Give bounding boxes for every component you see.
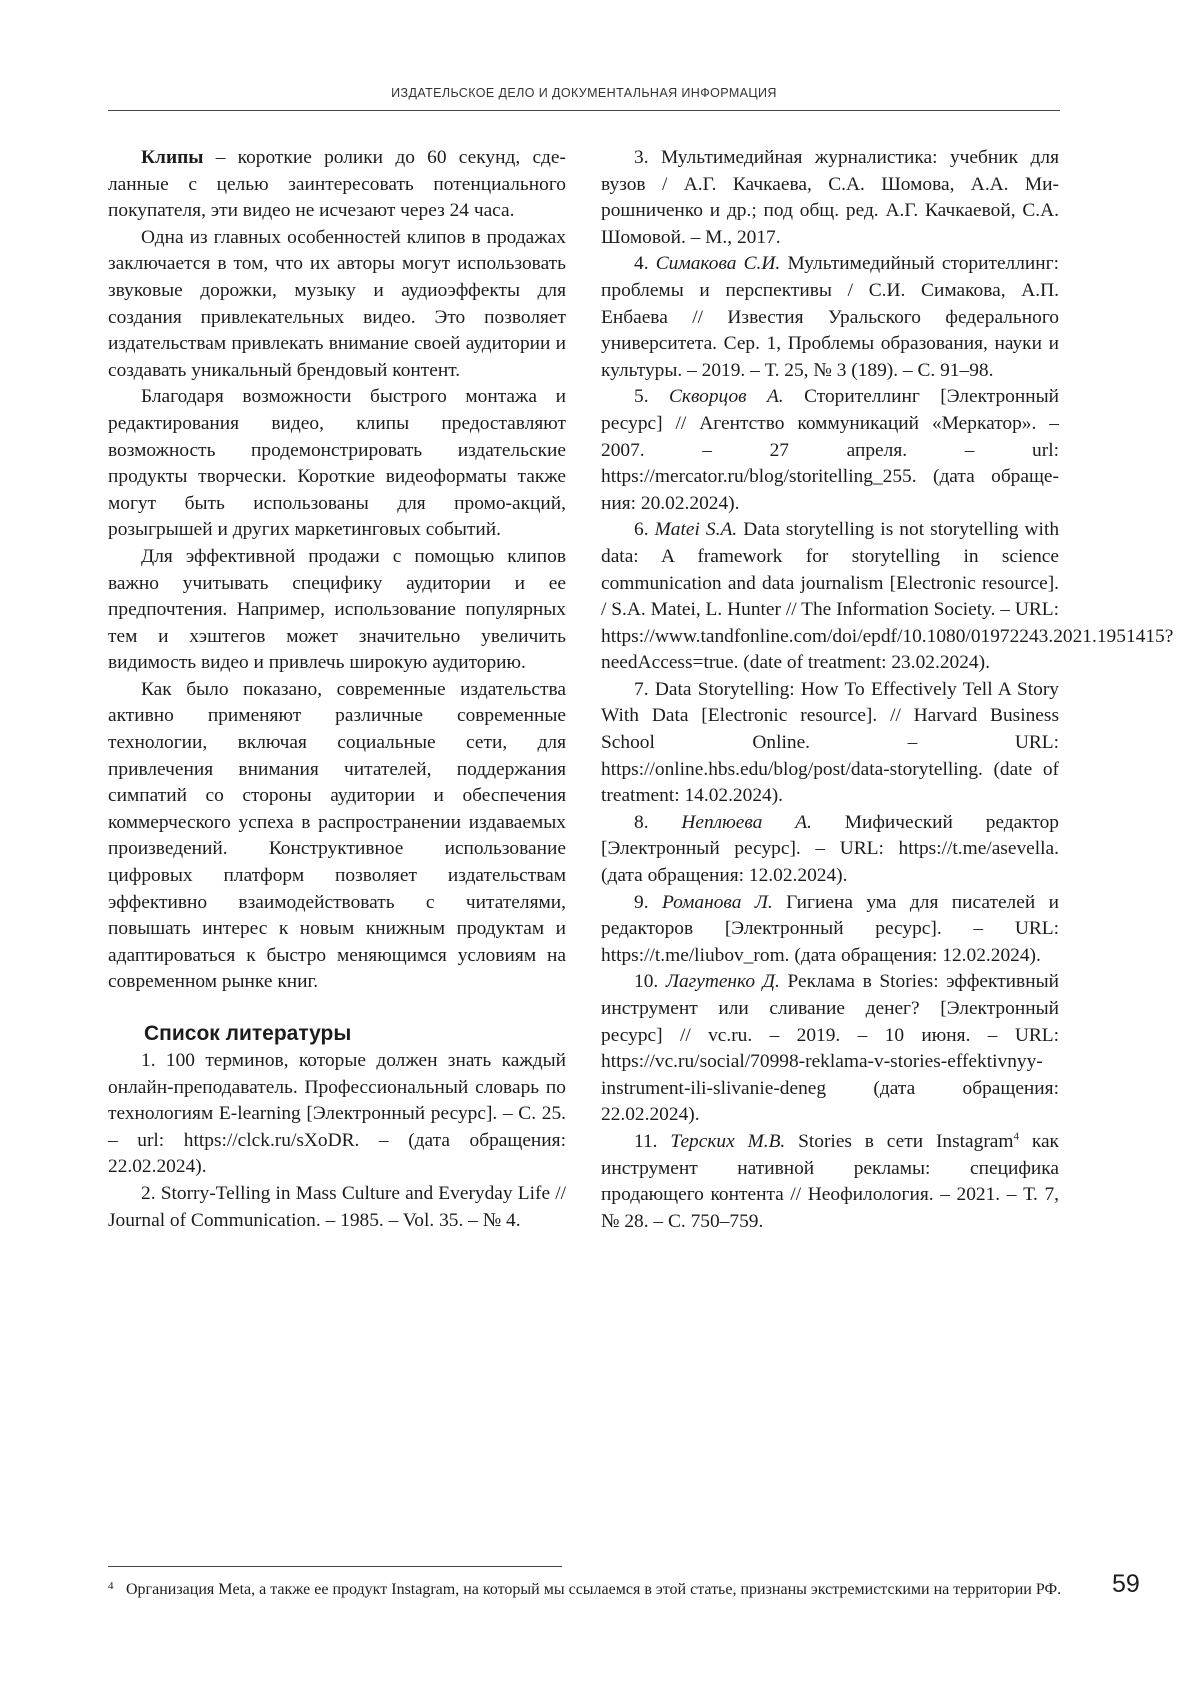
- reference-number: 4.: [634, 253, 656, 275]
- footnote-text: Организация Meta, а также ее продукт Instagram, на который мы ссылаемся в этой статье, признаны экстремистскими на территории РФ.: [126, 1581, 1062, 1598]
- reference-author: Matei S.A.: [654, 519, 738, 541]
- reference-number: 11.: [634, 1130, 671, 1152]
- right-column: [601, 145, 1174, 1235]
- reference-text: Data Storytelling: How To Effectively Tell A Story With Data [Electronic resource]. // Harvard Business School Online. – URL: https://online.hbs.edu/blog/post/data-storytelling. (date of treatment: 14.02.2024).: [601, 678, 1060, 807]
- reference-text: 100 терминов, которые должен знать каждый онлайн-преподаватель. Профессиональный словарь по технологиям E-learning [Электронный ресурс]. – С. 25. – url: https://clck.ru/sXoDR. – (дата обращения: 22.02.2024).: [108, 1050, 566, 1178]
- reference-text: Гигиена ума для писателей и редакторов [Электронный ресурс]. – URL: https://t.me/liubov_rom. (дата обращения: 12.02.2024).: [601, 891, 1059, 966]
- reference-number: 2.: [141, 1182, 161, 1204]
- footnote: [108, 1579, 1064, 1600]
- reference-text: Storry-Telling in Mass Culture and Everyday Life // Journal of Communication. – 1985. – Vol. 35. – № 4.: [108, 1182, 566, 1231]
- paragraph-clips-text: – короткие ролики до 60 секунд, сделанные с целью заинтересовать потенциального покупателя, эти видео не исчезают через 24 часа.: [108, 147, 566, 222]
- reference-item: [601, 251, 1059, 384]
- references-heading: Список литературы: [144, 1022, 352, 1045]
- reference-item: [108, 1048, 566, 1181]
- footnote-divider: [108, 1566, 562, 1567]
- reference-number: 10.: [634, 971, 666, 993]
- reference-author: Симакова С.И.: [655, 253, 781, 275]
- reference-text: Мифический редактор [Электронный ресурс]. – URL: https://t.me/asevella. (дата обращения: 12.02.2024).: [601, 811, 1059, 887]
- reference-text-cont: как инструмент нативной рекламы: специфика продающего контента // Неофилология. – 2021. – Т. 7, № 28. – С. 750–759.: [601, 1130, 1059, 1232]
- reference-number: 7.: [634, 678, 655, 700]
- reference-author: Терских М.В.: [670, 1130, 786, 1152]
- reference-item: [108, 1181, 566, 1234]
- term-clips: Клипы: [141, 147, 204, 168]
- reference-author: Скворцов А.: [668, 386, 784, 408]
- reference-author: Лагутенко Д.: [665, 971, 780, 993]
- left-column: [108, 145, 566, 1234]
- reference-item: [601, 517, 1174, 677]
- reference-item: [601, 969, 1059, 1129]
- reference-text: Stories в сети Instagram: [785, 1130, 1014, 1152]
- header-divider: [108, 110, 1060, 111]
- reference-text: Сторителлинг [Электронный ресурс] // Агентство коммуникаций «Меркатор». – 2007. – 27 апреля. – url: https://mercator.ru/blog/storitelling_255. (дата обращения: 20.02.2024).: [601, 386, 1059, 514]
- paragraph-clips-editing: Благодаря возможности быстрого монтажа и редактирования видео, клипы предоставляют возможность продемонстрировать издательские продукты творчески. Короткие видеоформаты также могут быть использованы для промо-акций, розыгрышей и других маркетинговых событий.: [108, 386, 566, 541]
- footnote-ref: 4: [1013, 1130, 1019, 1143]
- reference-item: [601, 677, 1059, 810]
- paragraph-conclusion: Как было показано, современные издательства активно применяют различные современные технологии, включая социальные сети, для привлечения внимания читателей, поддержания симпатий со стороны аудитории и обеспечения коммерческого успеха в распространении издаваемых произведений. Конструктивное использование цифровых платформ позволяет издательствам эффективно взаимодействовать с читателями, повышать интерес к новым книжным продуктам и адаптироваться к быстро меняющимся условиям на современном рынке книг.: [108, 678, 566, 993]
- reference-number: 8.: [634, 811, 682, 833]
- page-number: 59: [1112, 1570, 1140, 1598]
- reference-text: Мультимедийная журналистика: учебник для вузов / А.Г. Качкаева, С.А. Шомова, А.А. Мирошниченко и др.; под общ. ред. А.Г. Качкаевой, С.А. Шомовой. – М., 2017.: [601, 147, 1059, 248]
- reference-number: 5.: [634, 386, 669, 408]
- reference-number: 6.: [634, 519, 655, 541]
- reference-number: 9.: [634, 891, 662, 913]
- paragraph-clips-audience: Для эффективной продажи с помощью клипов важно учитывать специфику аудитории и ее предпочтения. Например, использование популярных тем и хэштегов может значительно увеличить видимость видео и привлечь широкую аудиторию.: [108, 545, 566, 674]
- running-header: ИЗДАТЕЛЬСКОЕ ДЕЛО И ДОКУМЕНТАЛЬНАЯ ИНФОРМАЦИЯ: [391, 86, 777, 100]
- footnote-mark: 4: [108, 1580, 114, 1592]
- paragraph-clips-features: Одна из главных особенностей клипов в продажах заключается в том, что их авторы могут использовать звуковые дорожки, музыку и аудиоэффекты для создания привлекательных видео. Это позволяет издательствам привлекать внимание своей аудитории и создавать уникальный брендовый контент.: [108, 226, 566, 381]
- reference-text: Реклама в Stories: эффективный инструмент или сливание денег? [Электронный ресурс] // vc.ru. – 2019. – 10 июня. – URL: https://vc.ru/social/70998-reklama-v-stories-effektivnyy-instrument-ili-slivanie-deneg (дата обращения: 22.02.2024).: [601, 971, 1059, 1126]
- paragraph-clips: [108, 145, 566, 225]
- reference-text: Мультимедийный сторителлинг: проблемы и перспективы / С.И. Симакова, А.П. Енбаева // Известия Уральского федерального университета. Сер. 1, Проблемы образования, науки и культуры. – 2019. – Т. 25, № 3 (189). – С. 91–98.: [601, 253, 1060, 381]
- reference-item: [601, 810, 1059, 890]
- reference-number: 3.: [634, 147, 662, 168]
- reference-item: [601, 1129, 1059, 1235]
- reference-item: [601, 145, 1059, 251]
- reference-author: Неплюева А.: [681, 811, 812, 833]
- reference-item: [601, 384, 1059, 517]
- reference-author: Романова Л.: [661, 891, 773, 913]
- reference-item: [601, 890, 1059, 970]
- reference-text: Data storytelling is not storytelling with data: A framework for storytelling in science communication and data journalism [Electronic resource]. / S.A. Matei, L. Hunter // The Information Society. – URL: https://www.tandfonline.com/doi/epdf/10.1080/01972243.2021.1951415?needAccess=true. (date of treatment: 23.02.2024).: [601, 519, 1174, 674]
- reference-number: 1.: [141, 1050, 166, 1071]
